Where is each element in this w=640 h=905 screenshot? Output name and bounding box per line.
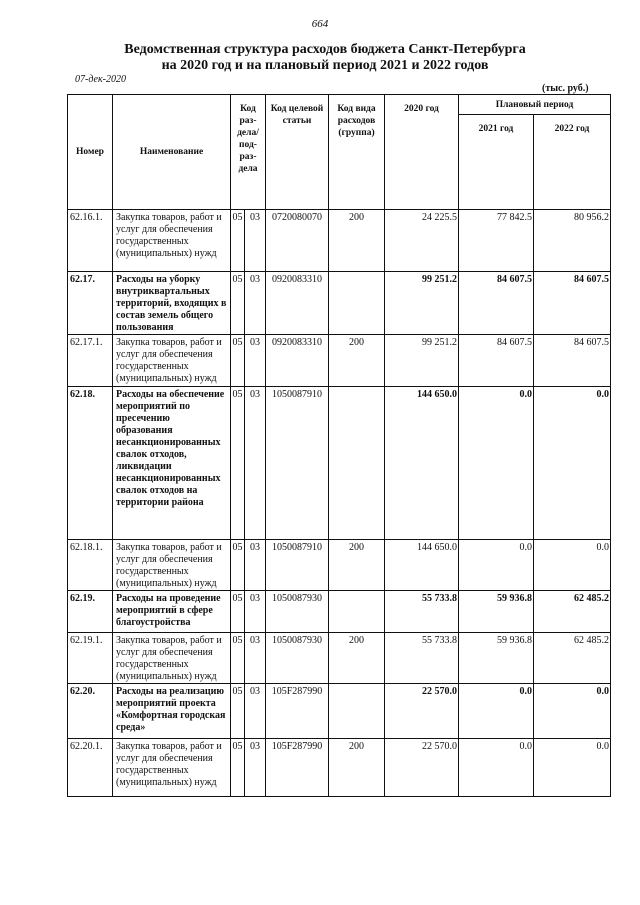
target-code: 0920083310 [266, 335, 329, 387]
value-2020: 55 733.8 [385, 633, 459, 684]
value-2020: 22 570.0 [385, 684, 459, 739]
subsection-code: 03 [245, 335, 266, 387]
subsection-code: 03 [245, 272, 266, 335]
table-row [68, 633, 611, 684]
kind-code: 200 [329, 335, 385, 387]
value-2022: 84 607.5 [534, 272, 611, 335]
row-number: 62.20. [68, 684, 113, 739]
target-code: 105F287990 [266, 684, 329, 739]
value-2021: 0.0 [459, 387, 534, 540]
value-2022: 80 956.2 [534, 210, 611, 272]
value-2020: 144 650.0 [385, 387, 459, 540]
table-row [68, 335, 611, 387]
target-code: 0920083310 [266, 272, 329, 335]
subsection-code: 03 [245, 684, 266, 739]
target-code: 1050087930 [266, 633, 329, 684]
section-code: 05 [231, 684, 245, 739]
value-2020: 55 733.8 [385, 591, 459, 633]
target-code: 1050087910 [266, 387, 329, 540]
value-2022: 62 485.2 [534, 591, 611, 633]
table-body [68, 210, 611, 797]
row-name: Закупка товаров, работ и услуг для обеспечения государственных (муниципальных) нужд [113, 739, 231, 797]
target-code: 0720080070 [266, 210, 329, 272]
value-2021: 59 936.8 [459, 591, 534, 633]
title-line-1: Ведомственная структура расходов бюджета Санкт-Петербурга [124, 42, 526, 57]
value-2022: 0.0 [534, 540, 611, 591]
value-2021: 77 842.5 [459, 210, 534, 272]
value-2020: 99 251.2 [385, 272, 459, 335]
units-label: (тыс. руб.) [542, 83, 589, 94]
value-2022: 0.0 [534, 684, 611, 739]
kind-code [329, 591, 385, 633]
value-2020: 144 650.0 [385, 540, 459, 591]
row-number: 62.19.1. [68, 633, 113, 684]
row-number: 62.17.1. [68, 335, 113, 387]
subsection-code: 03 [245, 540, 266, 591]
section-code: 05 [231, 387, 245, 540]
row-number: 62.18. [68, 387, 113, 540]
table-row [68, 210, 611, 272]
header-kind-code: Код вида расходов (группа) [329, 95, 385, 210]
section-code: 05 [231, 272, 245, 335]
section-code: 05 [231, 633, 245, 684]
table-row [68, 387, 611, 540]
kind-code [329, 684, 385, 739]
subsection-code: 03 [245, 210, 266, 272]
title-line-2: на 2020 год и на плановый период 2021 и 2022 годов [161, 58, 489, 73]
value-2021: 0.0 [459, 540, 534, 591]
table-row [68, 591, 611, 633]
section-code: 05 [231, 591, 245, 633]
value-2021: 0.0 [459, 739, 534, 797]
row-name: Расходы на реализацию мероприятий проекта «Комфортная городская среда» [113, 684, 231, 739]
header-name: Наименование [113, 95, 231, 210]
row-number: 62.18.1. [68, 540, 113, 591]
row-number: 62.16.1. [68, 210, 113, 272]
section-code: 05 [231, 739, 245, 797]
kind-code: 200 [329, 739, 385, 797]
header-year-2020: 2020 год [385, 95, 459, 210]
target-code: 1050087930 [266, 591, 329, 633]
row-name: Закупка товаров, работ и услуг для обеспечения государственных (муниципальных) нужд [113, 633, 231, 684]
value-2022: 0.0 [534, 739, 611, 797]
value-2021: 0.0 [459, 684, 534, 739]
header-planned-period: Плановый период [459, 95, 611, 115]
value-2021: 84 607.5 [459, 272, 534, 335]
expenditure-table [67, 94, 611, 797]
row-name: Закупка товаров, работ и услуг для обеспечения государственных (муниципальных) нужд [113, 210, 231, 272]
row-name: Расходы на уборку внутриквартальных территорий, входящих в состав земель общего пользования [113, 272, 231, 335]
header-year-2022: 2022 год [534, 115, 611, 210]
page-number: 664 [311, 18, 329, 30]
row-name: Расходы на обеспечение мероприятий по пресечению образования несанкционированных свалок отходов, ликвидации несанкционированных свалок отходов на территории района [113, 387, 231, 540]
table-row [68, 684, 611, 739]
header-year-2021: 2021 год [459, 115, 534, 210]
target-code: 105F287990 [266, 739, 329, 797]
value-2022: 62 485.2 [534, 633, 611, 684]
row-name: Расходы на проведение мероприятий в сфере благоустройства [113, 591, 231, 633]
header-number: Номер [68, 95, 113, 210]
value-2021: 84 607.5 [459, 335, 534, 387]
subsection-code: 03 [245, 739, 266, 797]
table-row [68, 272, 611, 335]
kind-code: 200 [329, 540, 385, 591]
subsection-code: 03 [245, 591, 266, 633]
document-date: 07-дек-2020 [75, 74, 126, 85]
section-code: 05 [231, 210, 245, 272]
row-number: 62.19. [68, 591, 113, 633]
kind-code [329, 387, 385, 540]
value-2021: 59 936.8 [459, 633, 534, 684]
value-2020: 99 251.2 [385, 335, 459, 387]
value-2020: 24 225.5 [385, 210, 459, 272]
value-2020: 22 570.0 [385, 739, 459, 797]
value-2022: 0.0 [534, 387, 611, 540]
kind-code: 200 [329, 210, 385, 272]
value-2022: 84 607.5 [534, 335, 611, 387]
subsection-code: 03 [245, 387, 266, 540]
target-code: 1050087910 [266, 540, 329, 591]
header-section-code: Код раз- дела/ под- раз- дела [231, 95, 266, 210]
row-name: Закупка товаров, работ и услуг для обеспечения государственных (муниципальных) нужд [113, 540, 231, 591]
document-title [60, 42, 590, 74]
kind-code: 200 [329, 633, 385, 684]
header-target-code: Код целевой статьи [266, 95, 329, 210]
section-code: 05 [231, 540, 245, 591]
table-row [68, 540, 611, 591]
subsection-code: 03 [245, 633, 266, 684]
table-row [68, 739, 611, 797]
kind-code [329, 272, 385, 335]
row-number: 62.17. [68, 272, 113, 335]
section-code: 05 [231, 335, 245, 387]
row-number: 62.20.1. [68, 739, 113, 797]
row-name: Закупка товаров, работ и услуг для обеспечения государственных (муниципальных) нужд [113, 335, 231, 387]
